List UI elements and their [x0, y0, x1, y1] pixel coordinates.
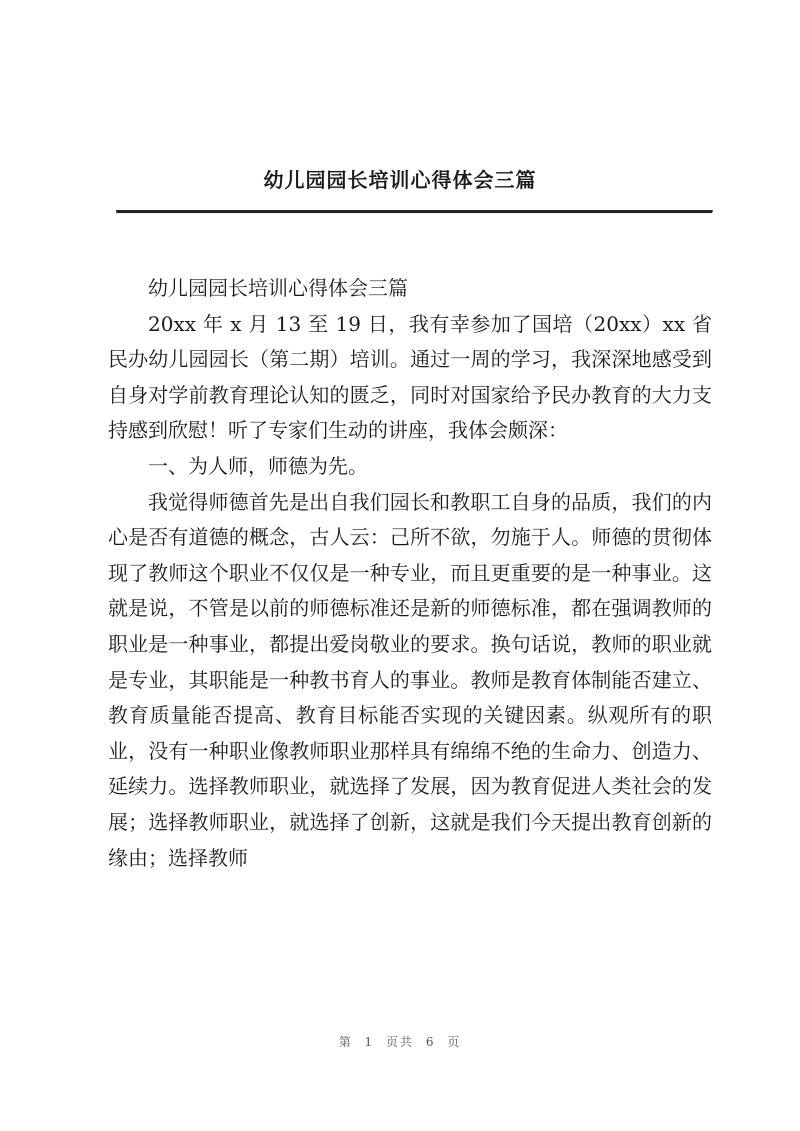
- page-number-footer: 第 1 页共 6 页: [338, 1035, 462, 1049]
- document-body: [108, 271, 712, 876]
- body-paragraph-intro: 20xx 年 x 月 13 至 19 日，我有幸参加了国培（20xx）xx 省民办幼儿园园长（第二期）培训。通过一周的学习，我深深地感受到自身对学前教育理论认知的匮乏，同时对国家给予民办教育的大力支持感到欣慰！听了专家们生动的讲座，我体会颇深：: [108, 311, 712, 443]
- body-paragraph-ethics: 我觉得师德首先是出自我们园长和教职工自身的品质，我们的内心是否有道德的概念，古人云：己所不欲，勿施于人。师德的贯彻体现了教师这个职业不仅仅是一种专业，而且更重要的是一种事业。这就是说，不管是以前的师德标准还是新的师德标准，都在强调教师的职业是一种事业，都提出爱岗敬业的要求。换句话说，教师的职业就是专业，其职能是一种教书育人的事业。教师是教育体制能否建立、教育质量能否提高、教育目标能否实现的关键因素。纵观所有的职业，没有一种职业像教师职业那样具有绵绵不绝的生命力、创造力、延续力。选择教师职业，就选择了发展，因为教育促进人类社会的发展；选择教师职业，就选择了创新，这就是我们今天提出教育创新的缘由；选择教师: [108, 489, 712, 870]
- document-title: 幼儿园园长培训心得体会三篇: [263, 168, 537, 192]
- title-divider: [116, 210, 713, 214]
- section-heading-ethics: 一、为人师，师德为先。: [148, 453, 368, 478]
- body-paragraph-heading: 幼儿园园长培训心得体会三篇: [148, 276, 408, 300]
